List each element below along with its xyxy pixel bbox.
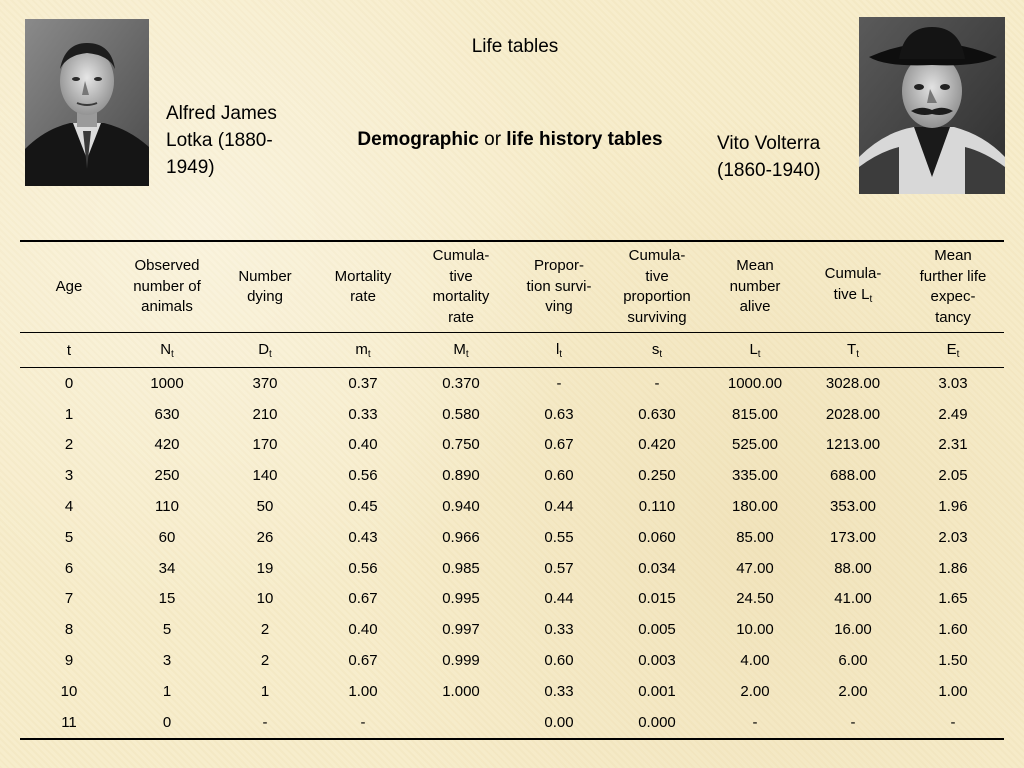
table-cell: 85.00	[736, 528, 774, 546]
volterra-caption-line: (1860-1940)	[717, 160, 821, 181]
table-cell: 16.00	[834, 621, 872, 639]
column-symbol	[706, 333, 804, 368]
table-cell: 2.05	[938, 467, 968, 485]
column-header-line: Cumula-	[628, 247, 686, 264]
table-cell: 0	[118, 707, 216, 739]
table-cell: 2	[64, 436, 74, 454]
column-symbol	[216, 333, 314, 368]
column-header	[314, 241, 412, 333]
table-cell: 10	[60, 682, 78, 700]
table-cell: 0.57	[544, 559, 574, 577]
table-header-row	[20, 241, 1004, 333]
table-cell: 3.03	[938, 374, 968, 392]
table-cell: 0.67	[544, 436, 574, 454]
table-cell: 140	[252, 467, 278, 485]
table-cell: 5	[162, 621, 172, 639]
table-cell: 2	[260, 621, 270, 639]
column-symbol-subscript: t	[171, 348, 174, 360]
table-cell: 11	[20, 707, 118, 739]
column-symbol	[510, 333, 608, 368]
table-cell: 0.015	[638, 590, 676, 608]
column-header-line: rate	[350, 288, 376, 305]
table-cell: 525.00	[732, 436, 778, 454]
column-symbol	[20, 333, 118, 368]
table-cell: 0.63	[544, 405, 574, 423]
table-cell: 6.00	[838, 652, 868, 670]
column-header-line: tive	[449, 267, 473, 285]
table-cell: 1.96	[938, 498, 968, 516]
table-row	[20, 491, 1004, 522]
table-cell: 0.56	[348, 467, 378, 485]
column-header-line: surviving	[627, 308, 687, 326]
column-header-line: dying	[247, 288, 283, 305]
table-cell: 0.420	[638, 436, 676, 454]
table-cell: 0	[64, 374, 74, 392]
column-header-line: Cumula-	[432, 247, 490, 264]
column-symbol-subscript: t	[367, 348, 371, 360]
table-cell: 0.67	[348, 590, 378, 608]
table-row	[20, 522, 1004, 553]
table-cell: 630	[154, 405, 180, 423]
column-header	[706, 241, 804, 333]
table-cell: 0.940	[442, 498, 480, 516]
column-header-line: mortality	[432, 288, 490, 305]
column-symbol-subscript: t	[559, 348, 563, 360]
table-cell: 1.86	[938, 559, 968, 577]
table-cell: 1213.00	[825, 436, 881, 454]
table-cell: 10	[256, 590, 274, 608]
table-cell: 4.00	[740, 652, 770, 670]
table-cell: 1.00	[348, 682, 378, 700]
column-symbol-base: t	[66, 341, 72, 359]
table-cell: 1.00	[938, 682, 968, 700]
column-header-line: tancy	[935, 308, 971, 326]
table-row	[20, 399, 1004, 430]
table-cell: 370	[252, 374, 278, 392]
table-body	[20, 368, 1004, 739]
table-cell: 1.65	[938, 590, 968, 608]
table-row	[20, 645, 1004, 676]
table-cell: 0.67	[348, 652, 378, 670]
table-cell: 2.00	[740, 682, 770, 700]
column-header-line: Mortality	[334, 267, 392, 285]
table-cell: 250	[154, 467, 180, 485]
column-header-line: tive	[645, 267, 669, 285]
volterra-caption-line: Vito Volterra	[717, 133, 821, 154]
column-symbol	[118, 333, 216, 368]
column-header-line: ving	[545, 298, 573, 316]
table-cell: 4	[64, 498, 74, 516]
slide-title: Life tables	[471, 36, 559, 57]
table-cell: 0.630	[638, 405, 676, 423]
subtitle-or: or	[478, 129, 507, 150]
column-header	[118, 241, 216, 333]
table-cell: 110	[155, 498, 179, 516]
table-cell: 0.60	[544, 467, 574, 485]
table-row	[20, 430, 1004, 461]
column-symbol-base: N	[160, 340, 172, 358]
table-cell: 3	[162, 652, 172, 670]
table-cell: 0.034	[638, 559, 676, 577]
table-cell: 0.997	[442, 621, 480, 639]
column-header-line: further life	[919, 267, 987, 285]
column-header-line: animals	[141, 298, 193, 316]
table-row	[20, 460, 1004, 491]
table-cell: 688.00	[830, 467, 876, 485]
column-header-line: alive	[739, 298, 771, 316]
column-header-line: rate	[448, 308, 474, 326]
table-cell: 0.003	[638, 652, 676, 670]
column-header	[20, 241, 118, 333]
table-cell: 353.00	[830, 498, 876, 516]
column-header-subscript: t	[869, 293, 873, 305]
column-header-line: proportion	[623, 288, 691, 305]
lotka-caption	[166, 100, 296, 181]
column-header	[216, 241, 314, 333]
column-header	[412, 241, 510, 333]
volterra-caption	[717, 130, 847, 184]
table-cell: 3	[64, 467, 74, 485]
table-cell: -	[216, 707, 314, 739]
column-header-line: Mean	[736, 257, 774, 275]
table-cell: 0.000	[608, 707, 706, 739]
table-cell: 2	[260, 652, 270, 670]
column-header-line: Cumula-	[824, 265, 882, 282]
table-cell: 210	[252, 405, 278, 423]
table-cell: 0.890	[442, 467, 480, 485]
table-cell: 2.03	[938, 528, 968, 546]
table-cell: 0.580	[442, 405, 480, 423]
table-cell: 0.40	[348, 436, 378, 454]
table-cell: 0.33	[348, 405, 378, 423]
table-cell: 0.370	[442, 374, 480, 392]
column-header-line: expec-	[930, 288, 976, 305]
column-header-line: tion survi-	[526, 277, 592, 295]
column-header	[608, 241, 706, 333]
table-row	[20, 676, 1004, 707]
lotka-portrait	[25, 19, 149, 186]
column-symbol-subscript: t	[757, 348, 761, 360]
column-symbol-base: m	[355, 340, 368, 358]
table-cell: 0.999	[442, 652, 480, 670]
table-cell: 0.60	[544, 652, 574, 670]
column-header-line	[806, 285, 900, 311]
table-cell: 88.00	[834, 559, 872, 577]
table-cell: 1.60	[938, 621, 968, 639]
table-cell: 34	[158, 559, 176, 577]
column-symbol	[902, 333, 1004, 368]
table-cell: 5	[64, 528, 74, 546]
table-cell: 0.33	[544, 682, 574, 700]
table-cell: 0.44	[544, 498, 574, 516]
table-symbol-row	[20, 333, 1004, 368]
column-symbol-base: T	[847, 340, 857, 358]
table-cell	[412, 707, 510, 739]
column-header	[804, 241, 902, 333]
table-row	[20, 368, 1004, 399]
table-cell: 0.966	[442, 528, 480, 546]
table-cell: 26	[256, 528, 274, 546]
column-symbol-base: D	[258, 340, 270, 358]
table-cell: 0.56	[348, 559, 378, 577]
column-header-line: Number	[238, 267, 292, 285]
table-cell: -	[314, 707, 412, 739]
table-cell: 2.31	[938, 436, 968, 454]
table-cell: 9	[64, 652, 74, 670]
table-cell: 1000	[150, 374, 184, 392]
table-cell: 335.00	[732, 467, 778, 485]
table-cell: 24.50	[736, 590, 774, 608]
column-symbol-base: l	[555, 340, 560, 358]
table-row	[20, 614, 1004, 645]
table-row	[20, 707, 1004, 739]
table-cell: 0.250	[638, 467, 676, 485]
table-cell: 2.49	[938, 405, 968, 423]
table-cell: 815.00	[732, 405, 778, 423]
table-cell: 0.110	[638, 498, 676, 516]
table-cell: 1	[162, 682, 172, 700]
table-cell: -	[706, 707, 804, 739]
volterra-portrait	[859, 17, 1005, 194]
lotka-caption-line: Alfred James	[166, 103, 277, 124]
column-symbol	[314, 333, 412, 368]
table-cell: 8	[64, 621, 74, 639]
table-cell: 10.00	[736, 621, 774, 639]
column-symbol-subscript: t	[856, 348, 859, 360]
table-cell: 170	[252, 436, 278, 454]
table-cell: 60	[158, 528, 176, 546]
column-header	[510, 241, 608, 333]
table-cell: 7	[64, 590, 74, 608]
table-cell: 420	[154, 436, 180, 454]
column-header-line: Observed	[134, 257, 200, 275]
table-cell: 180.00	[732, 498, 778, 516]
life-table	[20, 240, 1004, 740]
lotka-caption-line: 1949)	[166, 157, 215, 178]
column-symbol	[412, 333, 510, 368]
table-cell: 0.00	[510, 707, 608, 739]
table-cell: 0.995	[442, 590, 480, 608]
subtitle-demographic: Demographic	[357, 129, 479, 150]
table-cell: -	[804, 707, 902, 739]
table-cell: 47.00	[736, 559, 774, 577]
column-header-line: number of	[133, 277, 201, 295]
column-symbol-base: L	[749, 340, 758, 358]
table-cell: 15	[158, 590, 176, 608]
column-header-line: Mean	[934, 247, 972, 264]
table-cell: 0.060	[638, 528, 676, 546]
table-cell: 1.000	[442, 682, 480, 700]
table-cell: -	[556, 374, 562, 392]
subtitle-life-history-tables: life history tables	[506, 129, 663, 150]
table-cell: 41.00	[834, 590, 872, 608]
table-cell: 1	[64, 405, 74, 423]
table-cell: 3028.00	[825, 374, 881, 392]
table-cell: 50	[256, 498, 274, 516]
slide-subtitle	[320, 129, 700, 151]
column-header-line: Propor-	[533, 257, 585, 275]
table-cell: -	[902, 707, 1004, 739]
table-cell: 0.43	[348, 528, 378, 546]
table-cell: 1	[260, 682, 270, 700]
table-cell: 2028.00	[825, 405, 881, 423]
column-header-line: number	[729, 277, 781, 295]
column-header-line: Age	[55, 277, 83, 295]
table-cell: 1.50	[938, 652, 968, 670]
table-cell: 1000.00	[727, 374, 783, 392]
column-header	[902, 241, 1004, 333]
table-cell: 19	[256, 559, 274, 577]
column-symbol-base: M	[453, 340, 466, 358]
table-row	[20, 553, 1004, 584]
table-cell: 0.33	[544, 621, 574, 639]
table-cell: 0.45	[348, 498, 378, 516]
column-symbol-base: s	[651, 340, 660, 358]
table-cell: 0.40	[348, 621, 378, 639]
table-cell: 0.985	[442, 559, 480, 577]
table-cell: 6	[64, 559, 74, 577]
table-cell: -	[654, 374, 660, 392]
column-symbol-base: E	[946, 340, 957, 358]
table-cell: 0.001	[638, 682, 676, 700]
table-cell: 0.55	[544, 528, 574, 546]
column-header-text: tive L	[833, 285, 870, 303]
column-symbol-subscript: t	[659, 348, 663, 360]
column-symbol-subscript: t	[465, 348, 469, 360]
lotka-caption-line: Lotka (1880-	[166, 130, 273, 151]
table-cell: 0.005	[638, 621, 676, 639]
table-row	[20, 584, 1004, 615]
table-cell: 2.00	[838, 682, 868, 700]
table-cell: 0.44	[544, 590, 574, 608]
table-cell: 173.00	[830, 528, 876, 546]
table-cell: 0.750	[442, 436, 480, 454]
table-cell: 0.37	[348, 374, 378, 392]
column-symbol-subscript: t	[956, 348, 960, 360]
column-symbol	[804, 333, 902, 368]
column-symbol	[608, 333, 706, 368]
column-symbol-subscript: t	[269, 348, 272, 360]
